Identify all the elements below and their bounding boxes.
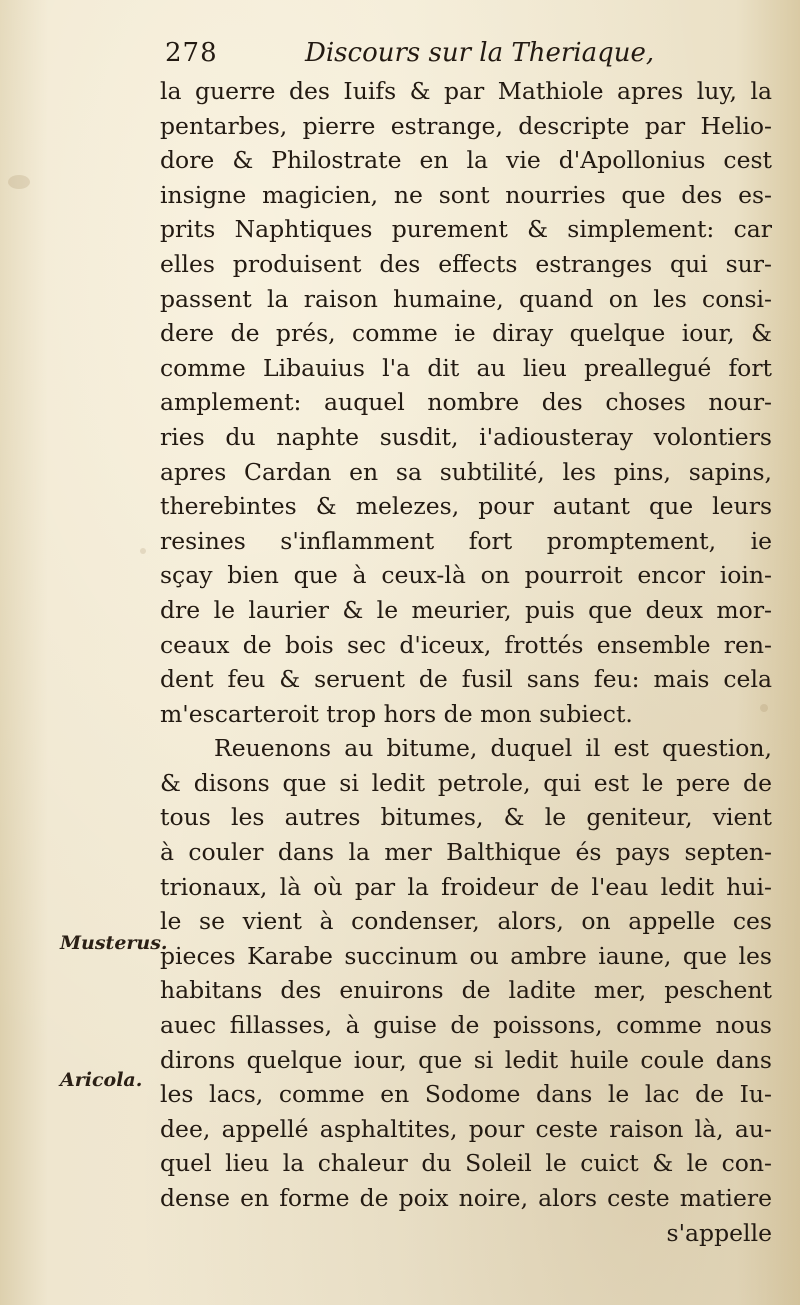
text-line: dore & Philostrate en la vie d'Apollonius cest [160,146,772,175]
text-line: resines s'inflamment fort promptement, ie [160,526,772,555]
page-header [165,38,765,74]
catchword-line: s'appelle [666,1218,772,1247]
text-line: quel lieu la chaleur du Soleil le cuict & le con- [160,1149,772,1178]
text-line: sçay bien que à ceux-là on pourroit encor ioin- [160,561,772,590]
margin-note: Aricola. [60,1069,143,1091]
text-line: Reuenons au bitume, duquel il est question, [214,734,772,763]
text-line: & disons que si ledit petrole, qui est le pere de [160,768,772,797]
paper-stain [140,548,146,554]
text-line: dere de prés, comme ie diray quelque iour, & [160,319,772,348]
page-number: 278 [165,38,218,68]
text-line: ries du naphte susdit, i'adiousteray volontiers [160,422,772,451]
text-line: dee, appellé asphaltites, pour ceste raison là, au- [160,1114,772,1143]
text-line: prits Naphtiques purement & simplement: car [160,215,772,244]
text-line: trionaux, là où par la froideur de l'eau ledit hui- [160,872,772,901]
text-line: habitans des enuirons de ladite mer, peschent [160,976,772,1005]
text-line: dense en forme de poix noire, alors ceste matiere [160,1184,772,1212]
text-line: pentarbes, pierre estrange, descripte par Helio- [160,111,772,140]
text-line: les lacs, comme en Sodome dans le lac de Iu- [160,1080,772,1109]
text-line: la guerre des Iuifs & par Mathiole apres luy, la [160,77,772,105]
text-line: dirons quelque iour, que si ledit huile coule dans [160,1045,772,1074]
text-line: tous les autres bitumes, & le geniteur, vient [160,803,772,832]
text-line: therebintes & melezes, pour autant que leurs [160,492,772,521]
running-title: Discours sur la Theriaque, [305,38,655,68]
text-line: m'escarteroit trop hors de mon subiect. [160,699,633,728]
text-line: le se vient à condenser, alors, on appelle ces [160,907,772,936]
text-line: dent feu & seruent de fusil sans feu: mais cela [160,665,772,694]
text-line: ceaux de bois sec d'iceux, frottés ensemble ren- [160,630,772,659]
text-line: à couler dans la mer Balthique és pays septen- [160,838,772,867]
text-line: auec fillasses, à guise de poissons, comme nous [160,1011,772,1040]
text-line: dre le laurier & le meurier, puis que deux mor- [160,595,772,624]
margin-note: Musterus. [60,932,168,954]
body-text [160,74,772,1250]
text-line: comme Libauius l'a dit au lieu preallegué fort [160,353,772,382]
text-line: insigne magicien, ne sont nourries que des es- [160,180,772,209]
text-line: passent la raison humaine, quand on les consi- [160,284,772,313]
paper-stain [8,175,30,189]
text-line: amplement: auquel nombre des choses nour- [160,388,772,417]
text-line: pieces Karabe succinum ou ambre iaune, que les [160,941,772,970]
text-line: elles produisent des effects estranges qui sur- [160,249,772,278]
text-line: apres Cardan en sa subtilité, les pins, sapins, [160,457,772,486]
